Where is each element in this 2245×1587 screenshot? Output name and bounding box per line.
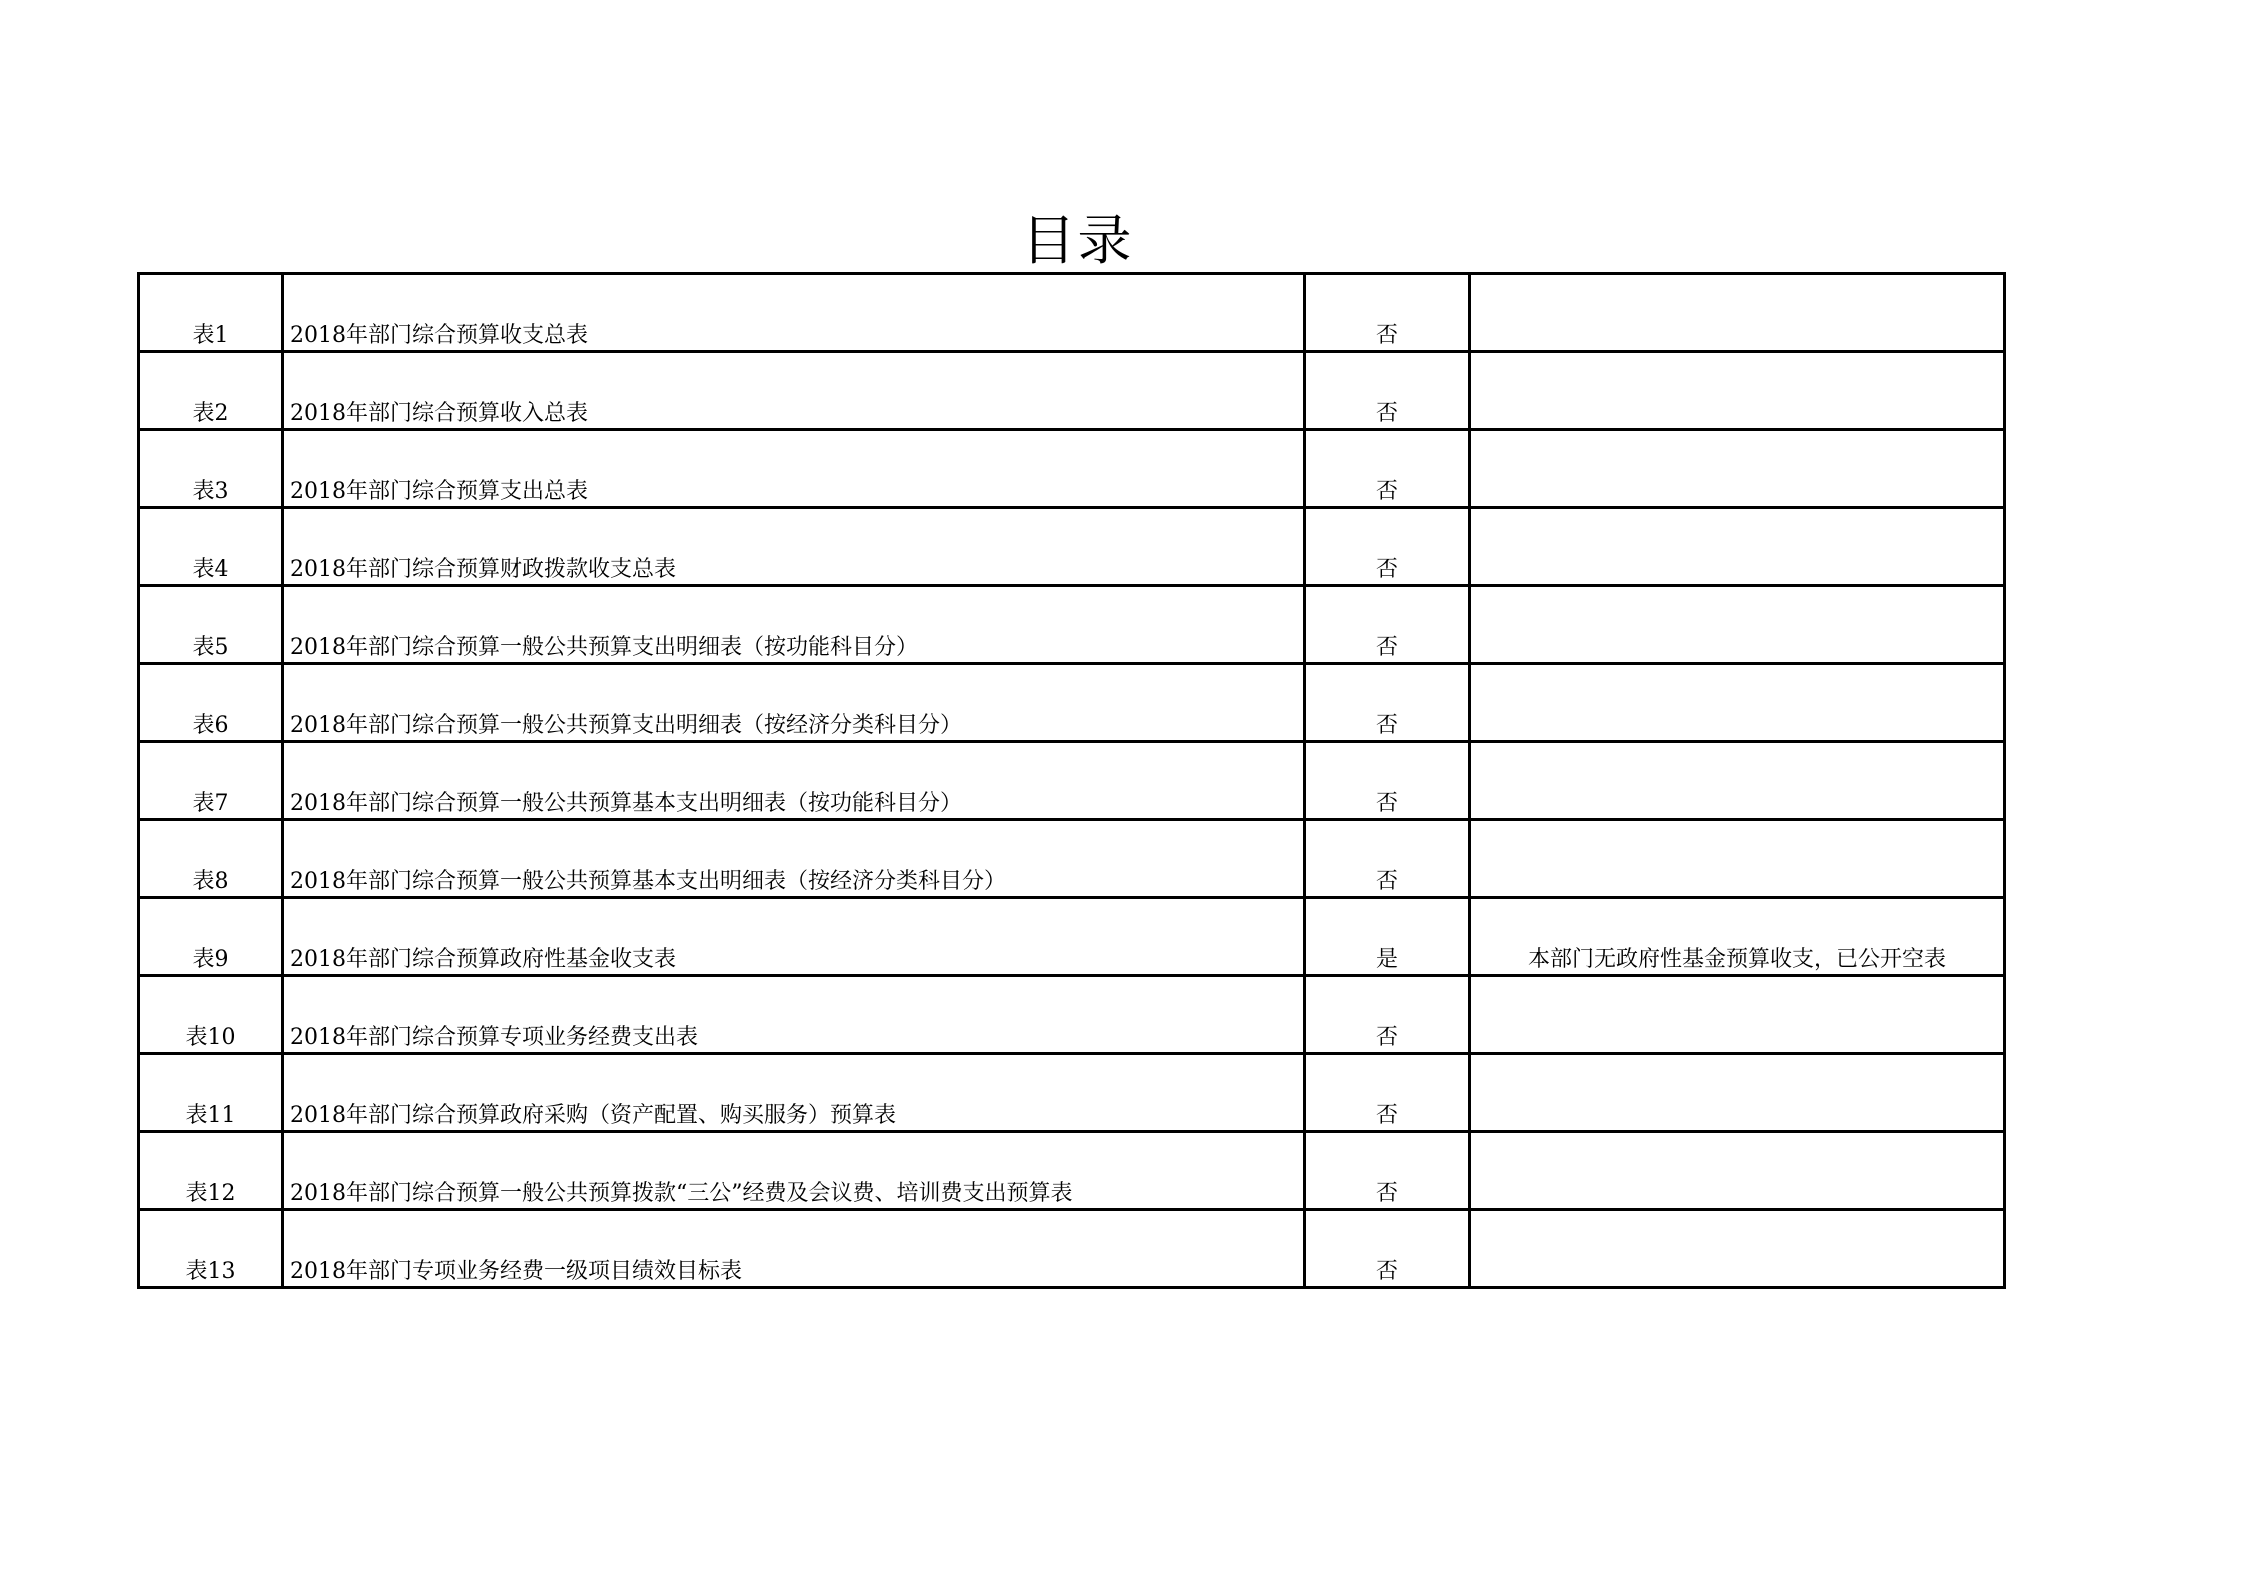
table-row <box>139 586 2005 664</box>
note-cell-text <box>1477 349 1997 350</box>
note-cell <box>1470 430 2005 508</box>
table-number-cell-text: 表10 <box>185 1025 236 1050</box>
table-number-cell-text: 表8 <box>192 869 229 894</box>
table-row <box>139 976 2005 1054</box>
table-number-cell-text: 表13 <box>185 1259 236 1284</box>
table-name-cell <box>283 508 1305 586</box>
note-cell-text <box>1477 1051 1997 1052</box>
note-cell-text <box>1477 1285 1997 1286</box>
table-number-cell-text: 表12 <box>185 1181 236 1206</box>
table-number-cell <box>139 664 283 742</box>
table-number-cell <box>139 430 283 508</box>
empty-table-flag-cell <box>1305 1210 1470 1288</box>
note-cell <box>1470 664 2005 742</box>
note-cell <box>1470 508 2005 586</box>
table-row <box>139 508 2005 586</box>
table-number-cell <box>139 352 283 430</box>
table-row <box>139 742 2005 820</box>
empty-table-flag-cell <box>1305 274 1470 352</box>
note-cell-text <box>1477 1207 1997 1208</box>
table-name-cell <box>283 274 1305 352</box>
table-row <box>139 898 2005 976</box>
table-number-cell <box>139 976 283 1054</box>
note-cell-text <box>1477 661 1997 662</box>
table-name-cell-text: 2018年部门综合预算一般公共预算基本支出明细表（按功能科目分） <box>290 791 962 816</box>
table-name-cell <box>283 1054 1305 1132</box>
empty-table-flag-cell <box>1305 430 1470 508</box>
empty-table-flag-cell <box>1305 976 1470 1054</box>
table-name-cell-text: 2018年部门综合预算一般公共预算支出明细表（按经济分类科目分） <box>290 713 962 738</box>
note-cell-text <box>1477 583 1997 584</box>
table-number-cell-text: 表2 <box>192 401 229 426</box>
note-cell-text <box>1477 739 1997 740</box>
empty-table-flag-cell <box>1305 586 1470 664</box>
table-name-cell-text: 2018年部门综合预算支出总表 <box>290 479 588 504</box>
table-number-cell-text: 表3 <box>192 479 229 504</box>
empty-table-flag-cell <box>1305 508 1470 586</box>
empty-table-flag-cell <box>1305 352 1470 430</box>
table-name-cell <box>283 1210 1305 1288</box>
note-cell <box>1470 742 2005 820</box>
empty-table-flag-cell-text: 否 <box>1375 1259 1398 1284</box>
empty-table-flag-cell-text: 否 <box>1375 791 1398 816</box>
table-row <box>139 1210 2005 1288</box>
empty-table-flag-cell <box>1305 820 1470 898</box>
empty-table-flag-cell-text: 否 <box>1375 713 1398 738</box>
table-name-cell-text: 2018年部门综合预算专项业务经费支出表 <box>290 1025 698 1050</box>
empty-table-flag-cell <box>1305 898 1470 976</box>
toc-table-body <box>139 274 2005 1288</box>
page-title: 目录 <box>1021 209 1134 272</box>
empty-table-flag-cell <box>1305 1054 1470 1132</box>
table-row <box>139 274 2005 352</box>
note-cell <box>1470 976 2005 1054</box>
note-cell <box>1470 274 2005 352</box>
table-number-cell-text: 表9 <box>192 947 229 972</box>
note-cell <box>1470 1210 2005 1288</box>
note-cell <box>1470 898 2005 976</box>
empty-table-flag-cell-text: 否 <box>1375 869 1398 894</box>
table-name-cell-text: 2018年部门综合预算收支总表 <box>290 323 588 348</box>
table-name-cell-text: 2018年部门综合预算一般公共预算支出明细表（按功能科目分） <box>290 635 918 660</box>
table-number-cell <box>139 898 283 976</box>
table-name-cell <box>283 430 1305 508</box>
table-number-cell <box>139 1210 283 1288</box>
empty-table-flag-cell-text: 否 <box>1375 1103 1398 1128</box>
table-number-cell-text: 表5 <box>192 635 229 660</box>
note-cell-text <box>1477 817 1997 818</box>
empty-table-flag-cell-text: 否 <box>1375 323 1398 348</box>
table-number-cell-text: 表1 <box>192 323 229 348</box>
empty-table-flag-cell-text: 否 <box>1375 557 1398 582</box>
empty-table-flag-cell-text: 否 <box>1375 635 1398 660</box>
table-number-cell-text: 表4 <box>192 557 229 582</box>
table-name-cell-text: 2018年部门综合预算收入总表 <box>290 401 588 426</box>
note-cell <box>1470 586 2005 664</box>
table-name-cell <box>283 742 1305 820</box>
note-cell <box>1470 1132 2005 1210</box>
table-number-cell-text: 表6 <box>192 713 229 738</box>
table-row <box>139 820 2005 898</box>
empty-table-flag-cell-text: 否 <box>1375 401 1398 426</box>
table-row <box>139 664 2005 742</box>
table-number-cell <box>139 820 283 898</box>
empty-table-flag-cell <box>1305 1132 1470 1210</box>
note-cell <box>1470 820 2005 898</box>
note-cell-text: 本部门无政府性基金预算收支，已公开空表 <box>1527 947 1946 972</box>
empty-table-flag-cell-text: 否 <box>1375 1025 1398 1050</box>
table-name-cell <box>283 976 1305 1054</box>
empty-table-flag-cell <box>1305 664 1470 742</box>
table-name-cell <box>283 1132 1305 1210</box>
table-name-cell <box>283 820 1305 898</box>
table-name-cell-text: 2018年部门综合预算政府性基金收支表 <box>290 947 676 972</box>
table-name-cell <box>283 352 1305 430</box>
empty-table-flag-cell-text: 是 <box>1375 947 1398 972</box>
note-cell-text <box>1477 505 1997 506</box>
table-number-cell-text: 表11 <box>185 1103 236 1128</box>
table-name-cell-text: 2018年部门综合预算政府采购（资产配置、购买服务）预算表 <box>290 1103 896 1128</box>
empty-table-flag-cell-text: 否 <box>1375 479 1398 504</box>
note-cell-text <box>1477 895 1997 896</box>
note-cell-text <box>1477 1129 1997 1130</box>
table-number-cell <box>139 742 283 820</box>
table-number-cell <box>139 508 283 586</box>
table-name-cell <box>283 898 1305 976</box>
toc-table <box>137 272 2006 1289</box>
table-number-cell <box>139 586 283 664</box>
table-name-cell-text: 2018年部门专项业务经费一级项目绩效目标表 <box>290 1259 742 1284</box>
table-number-cell-text: 表7 <box>192 791 229 816</box>
table-number-cell <box>139 1054 283 1132</box>
note-cell <box>1470 352 2005 430</box>
empty-table-flag-cell-text: 否 <box>1375 1181 1398 1206</box>
table-row <box>139 1054 2005 1132</box>
table-name-cell-text: 2018年部门综合预算财政拨款收支总表 <box>290 557 676 582</box>
table-row <box>139 1132 2005 1210</box>
table-row <box>139 352 2005 430</box>
empty-table-flag-cell <box>1305 742 1470 820</box>
note-cell-text <box>1477 427 1997 428</box>
table-name-cell-text: 2018年部门综合预算一般公共预算基本支出明细表（按经济分类科目分） <box>290 869 1006 894</box>
table-number-cell <box>139 1132 283 1210</box>
note-cell <box>1470 1054 2005 1132</box>
table-name-cell-text: 2018年部门综合预算一般公共预算拨款“三公”经费及会议费、培训费支出预算表 <box>290 1181 1073 1206</box>
table-name-cell <box>283 586 1305 664</box>
table-row <box>139 430 2005 508</box>
table-name-cell <box>283 664 1305 742</box>
table-number-cell <box>139 274 283 352</box>
